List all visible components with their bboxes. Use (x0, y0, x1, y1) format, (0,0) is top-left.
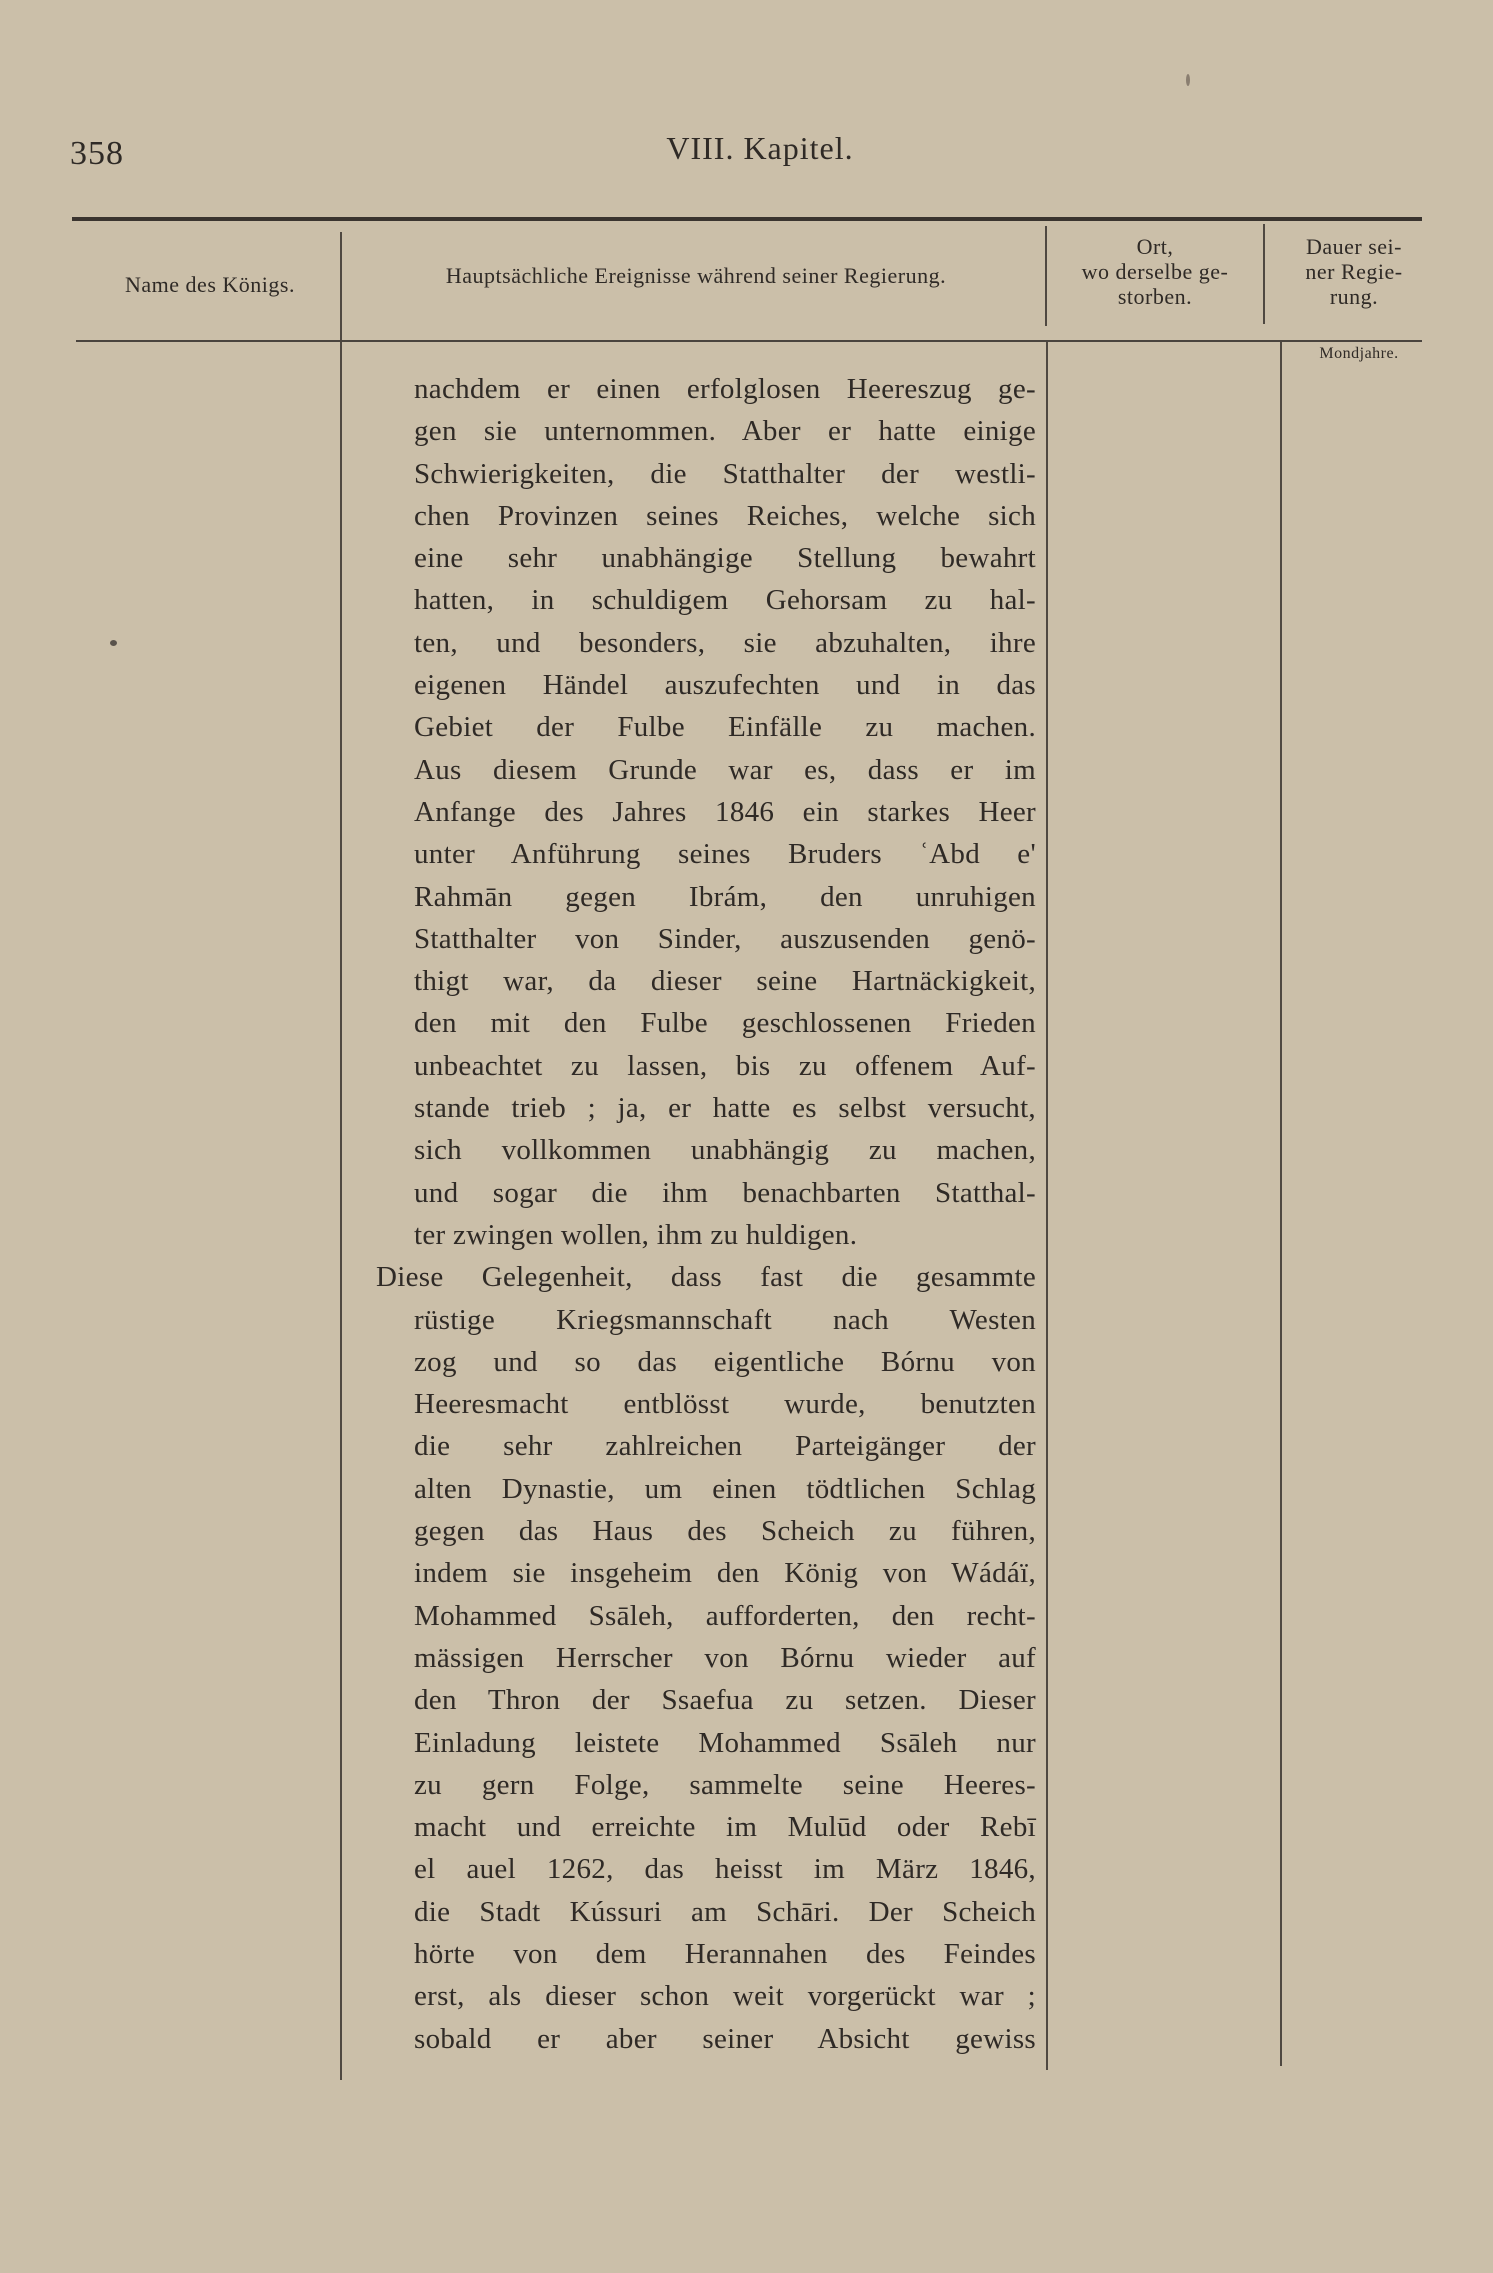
text-line: sich vollkommen unabhängig zu machen, (414, 1134, 1036, 1167)
text-line: Schwierigkeiten, die Statthalter der westli- (414, 457, 1036, 490)
column-divider (1280, 342, 1282, 2066)
column-header-place-line: Ort, (1136, 234, 1174, 259)
text-line: Rahmān gegen Ibrám, den unruhigen (414, 880, 1036, 913)
text-line: ten, und besonders, sie abzuhalten, ihre (414, 626, 1036, 659)
text-line: hatten, in schuldigem Gehorsam zu hal- (414, 584, 1036, 617)
text-line: eigenen Händel auszufechten und in das (414, 669, 1036, 702)
text-line: chen Provinzen seines Reiches, welche sich (414, 499, 1036, 532)
text-line: unter Anführung seines Bruders ʿAbd e' (414, 838, 1036, 871)
text-line: sobald er aber seiner Absicht gewiss (414, 2022, 1036, 2055)
text-line: indem sie insgeheim den König von Wádáï, (414, 1557, 1036, 1590)
text-line: gen sie unternommen. Aber er hatte einige (414, 415, 1036, 448)
events-text (376, 368, 1036, 2060)
text-line: und sogar die ihm benachbarten Statthal- (414, 1176, 1036, 1209)
text-line: alten Dynastie, um einen tödtlichen Schlag (414, 1472, 1036, 1505)
text-line: den Thron der Ssaefua zu setzen. Dieser (414, 1684, 1036, 1717)
duration-unit: Mondjahre. (1319, 345, 1399, 362)
text-line: nachdem er einen erfolglosen Heereszug ge- (414, 373, 1036, 405)
column-header-place (1052, 234, 1258, 309)
top-rule (72, 217, 1422, 221)
column-header-events: Hauptsächliche Ereignisse während seiner Regierung. (445, 263, 947, 288)
text-line: mässigen Herrscher von Bórnu wieder auf (414, 1641, 1036, 1674)
ink-speck (1186, 74, 1190, 86)
text-line: thigt war, da dieser seine Hartnäckigkeit, (414, 965, 1036, 998)
text-line: el auel 1262, das heisst im März 1846, (414, 1853, 1036, 1886)
text-line: eine sehr unabhängige Stellung bewahrt (414, 542, 1036, 575)
header-bottom-rule (76, 340, 1422, 342)
column-header-duration (1268, 234, 1440, 309)
text-line: Einladung leistete Mohammed Ssāleh nur (414, 1726, 1036, 1759)
column-header-place-line: wo derselbe ge- (1081, 259, 1229, 284)
text-line: Statthalter von Sinder, auszusenden genö- (414, 922, 1036, 955)
column-divider (1046, 342, 1048, 2070)
running-head: VIII. Kapitel. (666, 130, 854, 166)
text-line: macht und erreichte im Mulūd oder Rebī (414, 1811, 1036, 1844)
column-header-duration-line: rung. (1329, 284, 1379, 309)
text-line: stande trieb ; ja, er hatte es selbst versucht, (414, 1092, 1036, 1125)
column-divider (340, 232, 342, 340)
column-header-place-line: storben. (1117, 284, 1193, 309)
text-line: Heeresmacht entblösst wurde, benutzten (414, 1388, 1036, 1421)
text-line: Mohammed Ssāleh, aufforderten, den recht- (414, 1599, 1036, 1632)
column-divider (1045, 226, 1047, 326)
text-line: ter zwingen wollen, ihm zu huldigen. (414, 1218, 858, 1251)
text-line: den mit den Fulbe geschlossenen Frieden (414, 1007, 1036, 1040)
text-line: gegen das Haus des Scheich zu führen, (414, 1515, 1036, 1548)
text-line: Diese Gelegenheit, dass fast die gesammte (376, 1261, 1036, 1294)
text-line: hörte von dem Herannahen des Feindes (414, 1937, 1036, 1970)
text-line: die sehr zahlreichen Parteigänger der (414, 1430, 1036, 1463)
column-header-duration-line: ner Regie- (1305, 259, 1403, 284)
text-line: unbeachtet zu lassen, bis zu offenem Auf- (414, 1049, 1036, 1082)
column-divider (340, 342, 342, 2080)
column-divider (1263, 224, 1265, 324)
column-header-name: Name des Königs. (125, 272, 295, 297)
text-line: rüstige Kriegsmannschaft nach Westen (414, 1303, 1036, 1336)
ink-speck (110, 640, 117, 646)
text-line: zu gern Folge, sammelte seine Heeres- (414, 1768, 1036, 1801)
text-line: Gebiet der Fulbe Einfälle zu machen. (414, 711, 1036, 744)
text-line: erst, als dieser schon weit vorgerückt war ; (414, 1980, 1036, 2013)
text-line: Anfange des Jahres 1846 ein starkes Heer (414, 795, 1036, 828)
page-number: 358 (70, 135, 124, 172)
column-header-duration-line: Dauer sei- (1305, 234, 1402, 259)
text-line: die Stadt Kússuri am Schāri. Der Scheich (414, 1895, 1036, 1928)
text-line: zog und so das eigentliche Bórnu von (414, 1345, 1036, 1378)
text-line: Aus diesem Grunde war es, dass er im (414, 753, 1036, 786)
